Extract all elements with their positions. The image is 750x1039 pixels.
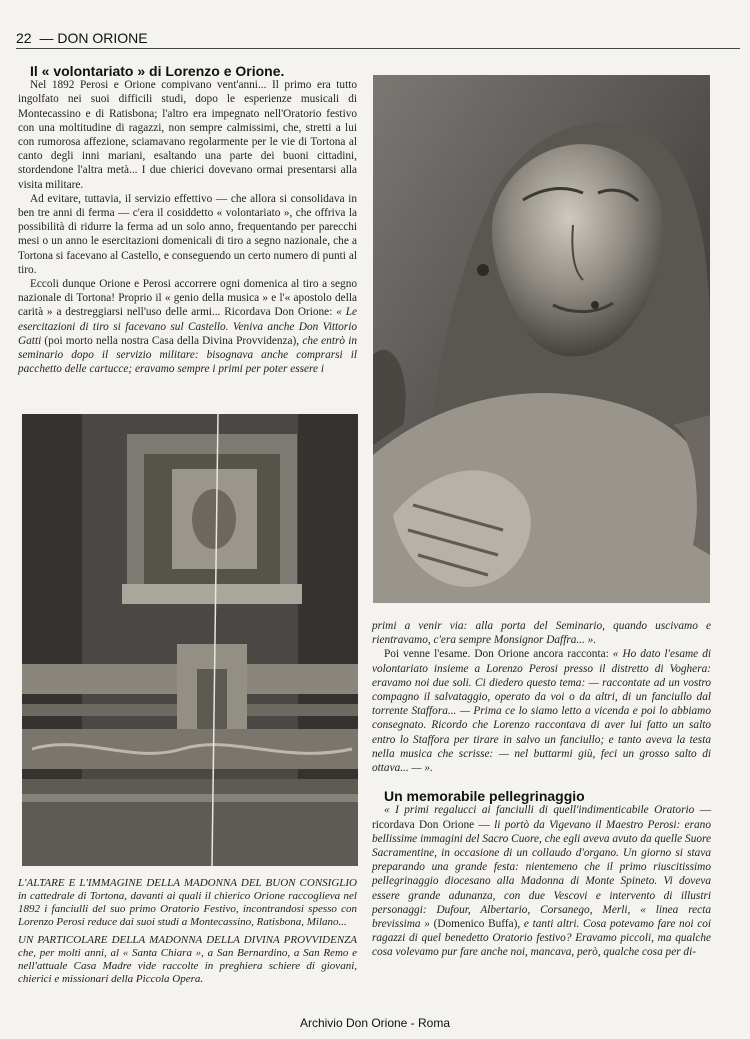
altar-photo <box>22 414 358 866</box>
paragraph-1: Nel 1892 Perosi e Orione compivano vent'anni... Il primo era tutto ingolfato nei suoi difficili studi, dopo le esperienze musicali di Montecassino e di Ratisbona; l'altro era impegnato nell'Oratorio festivo con una moltitudine di ragazzi, non sempre calmissimi, che, stretti a lui con rumorosa affezione, sciamavano regolarmente per le vie di Tortona al canto degli inni mariani, esaltando una parte dei buoni cittadini, stordendone l'altra metà... I due chierici dovevano ormai presentarsi alla visita militare. <box>18 79 357 191</box>
paragraph-3 <box>18 277 357 376</box>
article-right-column <box>372 619 711 960</box>
quote-2: « Ho dato l'esame di volontariato insieme a Lorenzo Perosi presso il distretto di Voghera: eravamo noi due soli. Ci diedero questo tema: — raccontate ad un vostro compagno il salvataggio, operato da voi o da altri, di un fanciullo dal torrente Staffora... — Prima ce lo siamo letto a vicenda e poi lo abbiamo consegnato. Ricordo che Lorenzo raccontava di aver lui fatto un salto entro lo Staffora per tirare in salvo un fanciullo; e tanto aveva la testa nella musica che scrisse: — nel buttarmi giù, feci un grosso salto di ottava... — ». <box>372 648 711 775</box>
quote-3: « I primi regalucci ai fanciulli di quell'indimenticabile Oratorio <box>384 804 695 817</box>
article-title: Il « volontariato » di Lorenzo e Orione. <box>30 63 285 79</box>
quote-3-aside: — ricordava Don Orione — <box>372 804 712 831</box>
quote-3-end: e tanti altri. Cosa potevamo fare noi coi ragazzi di quel benedetto Oratorio festivo? Eravamo piccoli, ma qualche cosa volevamo pur fare anche noi, mancava, però, qualche cosa per di- <box>372 918 711 959</box>
paragraph-4 <box>372 647 711 775</box>
quote-1: « Le esercitazioni di tiro si facevano sul Castello. Veniva anche Don Vittorio Gatti <box>18 306 358 347</box>
magazine-title: DON ORIONE <box>57 30 148 46</box>
page-header <box>16 30 740 49</box>
paragraph-3-text: Eccoli dunque Orione e Perosi accorrere ogni domenica al tiro a segno nazionale di Tortona! Proprio il « genio della musica » e l'« apostolo della carità » a destreggiarsi nell'uso delle armi... Ricordava Don Orione: <box>18 278 357 319</box>
paragraph-4-text: Poi venne l'esame. Don Orione ancora racconta: <box>384 648 613 661</box>
quote-3-cont: li portò da Vigevano il Maestro Perosi: erano bellissime immagini del Sacro Cuore, che egli aveva avuto da quelle Suore Sacramentine, in occasione di un collaudo d'organo. Un giorno si stava preparando una grande festa: nientemeno che il primo riuscitissimo pellegrinaggio diocesano alla Madonna di Monte Spineto. Vi doveva essere grande adunanza, con due Vescovi e intervento di illustri personaggi: Dufour, Albertario, Corsanego, Merli, « linea recta brevissima » <box>372 818 711 931</box>
madonna-statue-photo <box>373 75 710 603</box>
paragraph-3-aside: (poi morto nella nostra Casa della Divina Provvidenza), <box>41 334 303 347</box>
paragraph-2: Ad evitare, tuttavia, il servizio effettivo — che allora si consolidava in ben tre anni di ferma — c'era il cosiddetto « volontariato », che offriva la possibilità di ridurre la ferma ad un solo anno, frequentando per parecchi mesi o un anno le esercitazioni domenicali di tiro a segno nazionale, che a Tortona si facevano al Castello, e conseguendo un certo numero di punti al tiro. <box>18 192 357 276</box>
captions <box>18 877 357 991</box>
paragraph-5 <box>372 803 711 959</box>
section-title: Un memorabile pellegrinaggio <box>384 788 585 805</box>
altar-image <box>22 414 358 866</box>
quote-continuation: primi a venir via: alla porta del Seminario, quando uscivamo e rientravamo, c'era sempre Monsignor Daffra... ». <box>372 620 711 647</box>
archive-footer: Archivio Don Orione - Roma <box>299 1016 451 1030</box>
header-separator: — <box>39 30 54 46</box>
caption-altar: L'ALTARE E L'IMMAGINE DELLA MADONNA DEL BUON CONSIGLIO in cattedrale di Tortona, davanti ai quali il chierico Orione raccoglieva nel 1892 i fanciulli del suo primo Oratorio Festivo, incontrandosi spesso con Lorenzo Perosi reduce dai suoi studi a Montecassino, Ratisbona, Milano... <box>18 877 357 928</box>
article-left-column <box>18 64 357 376</box>
statue-image <box>373 75 710 603</box>
quote-1-cont: che entrò in seminario dopo il servizio militare: bisognava anche comprarsi il pacchetto delle cartucce; eravamo sempre i primi per poter essere i <box>18 334 357 376</box>
caption-madonna: UN PARTICOLARE DELLA MADONNA DELLA DIVINA PROVVIDENZA che, per molti anni, al « Santa Chiara », a San Bernardino, a San Remo e nell'attuale Casa Madre vide raccolte in preghiera schiere di giovani, chierici e missionari della Piccola Opera. <box>18 934 357 985</box>
page-number: 22 <box>16 30 32 46</box>
quote-3-aside-2: (Domenico Buffa), <box>429 918 524 931</box>
